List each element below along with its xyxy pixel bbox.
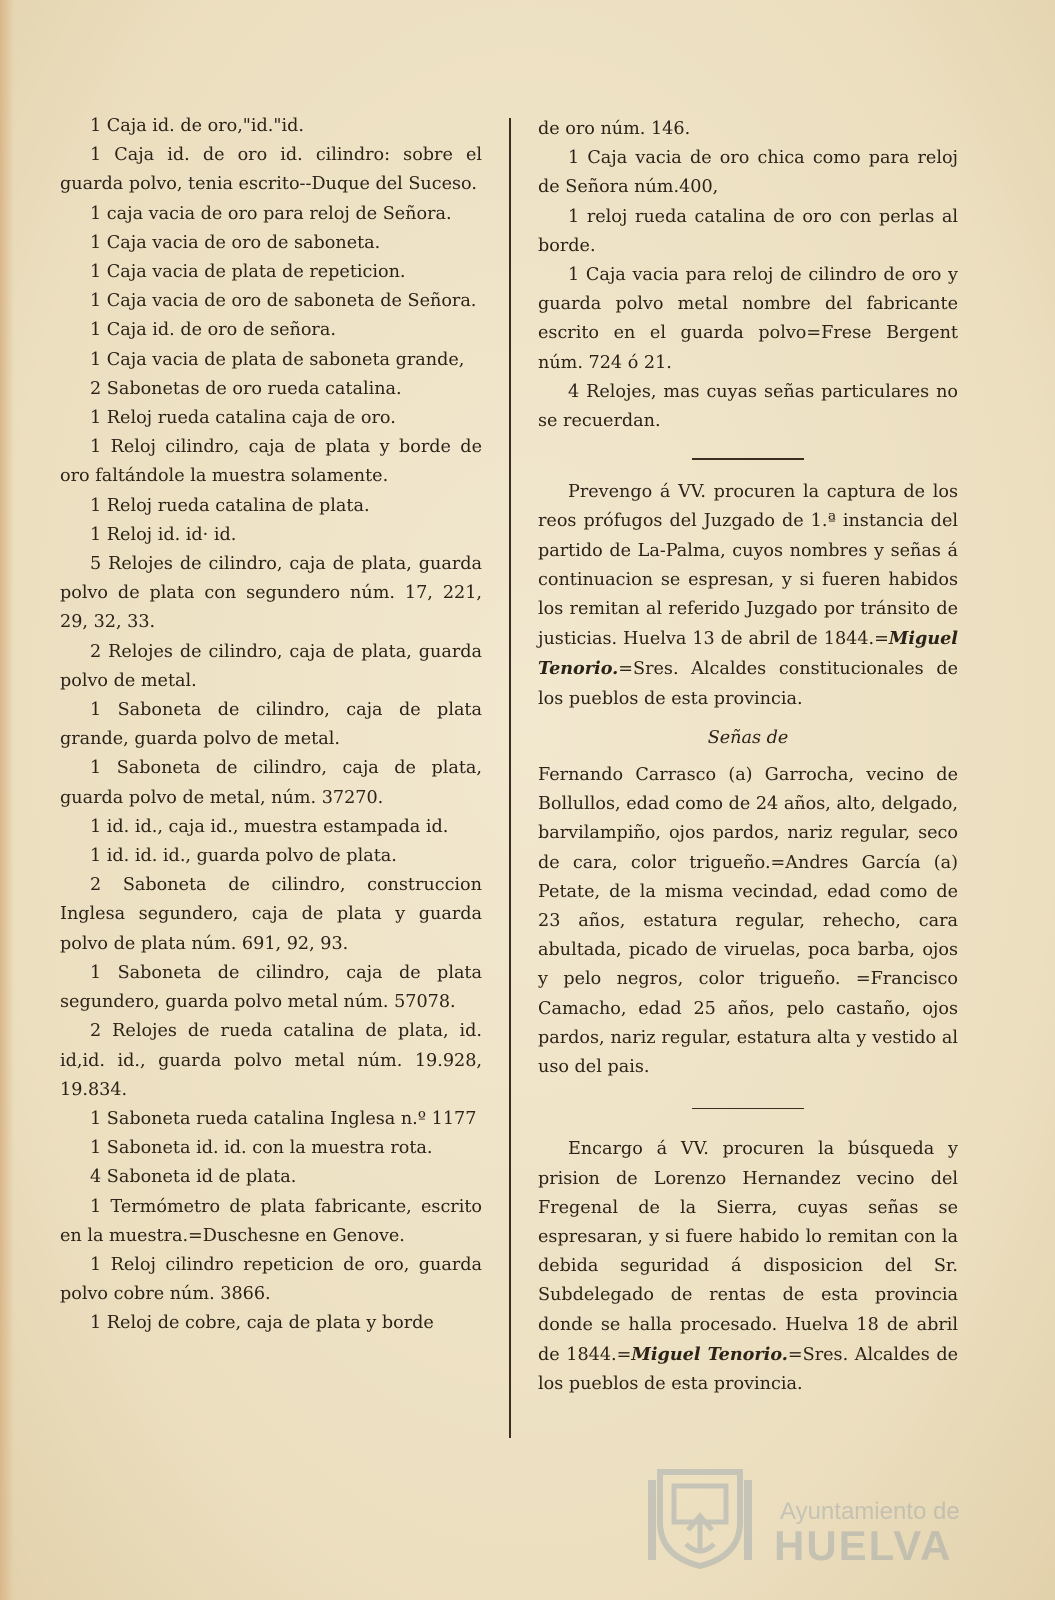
inventory-item: 2 Relojes de rueda catalina de plata, id. id,id. id., guarda polvo metal núm. 19.928, 19.834. xyxy=(60,1021,482,1100)
inventory-item: de oro núm. 146. xyxy=(538,119,691,139)
column-divider xyxy=(509,118,511,1438)
inventory-item: 1 Reloj cilindro repeticion de oro, guarda polvo cobre núm. 3866. xyxy=(60,1254,482,1305)
inventory-item: 1 Reloj rueda catalina caja de oro. xyxy=(90,408,396,429)
notice-search-text: Encargo á VV. procuren la búsqueda y prision de Lorenzo Hernandez vecino del Fregenal de la Sierra, cuyas señas se espresaran, y si fuere habido lo remitan con la debida seguridad á disposicion del Sr. Subdelegado de rentas de esta provincia donde se halla procesado. Huelva 18 de abril de 1844.= xyxy=(538,1139,958,1365)
inventory-item: 1 Termómetro de plata fabricante, escrito en la muestra.=Duschesne en Genove. xyxy=(60,1196,482,1246)
notice-capture-addressee: =Sres. Alcaldes constitucionales de los pueblos de esta provincia. xyxy=(538,659,958,709)
inventory-item: 4 Relojes, mas cuyas señas particulares no se recuerdan. xyxy=(538,381,958,432)
notice-capture-signature: Miguel Tenorio. xyxy=(538,628,958,680)
inventory-item: 2 Relojes de cilindro, caja de plata, guarda polvo de metal. xyxy=(60,641,482,691)
notice-search-addressee: =Sres. Alcaldes de los pueblos de esta provincia. xyxy=(538,1344,958,1394)
inventory-item: 1 Caja vacia de oro chica como para reloj de Señora núm.400, xyxy=(538,148,958,198)
inventory-item: 1 Saboneta de cilindro, caja de plata grande, guarda polvo de metal. xyxy=(60,700,482,750)
inventory-item: 1 Saboneta rueda catalina Inglesa n.º 1177 xyxy=(90,1108,477,1129)
notice-search-signature: Miguel Tenorio. xyxy=(631,1343,788,1365)
notice-search xyxy=(538,1135,958,1399)
inventory-item: 1 Saboneta de cilindro, caja de plata segundero, guarda polvo metal núm. 57078. xyxy=(60,962,482,1013)
inventory-item: 1 Caja id. de oro,"id."id. xyxy=(90,116,304,136)
senas-description: Fernando Carrasco (a) Garrocha, vecino de Bollullos, edad como de 24 años, alto, delgado, barvilampiño, ojos pardos, nariz regular, seco de cara, color trigueño.=Andres García (a) Petate, de la misma vecindad, edad como de 23 años, estatura regular, rehecho, cara abultada, picado de viruelas, poca barba, ojos y pelo negros, color trigueño. =Francisco Camacho, edad 25 años, pelo castaño, ojos pardos, nariz regular, estatura alta y vestido al uso del pais. xyxy=(538,765,958,1078)
archive-watermark xyxy=(640,1460,990,1570)
inventory-item: 1 Reloj cilindro, caja de plata y borde de oro faltándole la muestra solamente. xyxy=(60,437,482,487)
notice-capture-text: Prevengo á VV. procuren la captura de los reos prófugos del Juzgado de 1.ª instancia del partido de La-Palma, cuyos nombres y señas á continuacion se espresan, y si fueren habidos los remitan al referido Juzgado por tránsito de justicias. Huelva 13 de abril de 1844.= xyxy=(538,482,958,650)
section-rule-2 xyxy=(692,1108,804,1109)
inventory-item: 1 Saboneta de cilindro, caja de plata, guarda polvo de metal, núm. 37270. xyxy=(60,758,482,808)
inventory-item: 1 Caja id. de oro de señora. xyxy=(90,320,336,341)
inventory-item: 1 Caja vacia de plata de saboneta grande, xyxy=(90,349,465,370)
inventory-item: 1 Caja id. de oro id. cilindro: sobre el guarda polvo, tenia escrito--Duque del Suceso. xyxy=(60,145,482,195)
inventory-item: 1 Caja vacia para reloj de cilindro de oro y guarda polvo metal nombre del fabricante escrito en el guarda polvo=Frese Bergent núm. 724 ó 21. xyxy=(538,265,958,373)
senas-heading: Señas de xyxy=(707,727,789,748)
inventory-item: 1 id. id., caja id., muestra estampada id. xyxy=(90,816,449,837)
inventory-item: 1 Caja vacia de plata de repeticion. xyxy=(90,262,406,283)
right-column xyxy=(538,115,958,1399)
inventory-item: 2 Saboneta de cilindro, construccion Inglesa segundero, caja de plata y guarda polvo de plata núm. 691, 92, 93. xyxy=(60,875,482,954)
inventory-item: 5 Relojes de cilindro, caja de plata, guarda polvo de plata con segundero núm. 17, 221, 29, 32, 33. xyxy=(60,554,482,633)
inventory-item: 1 Caja vacia de oro de saboneta de Señora. xyxy=(90,291,477,312)
inventory-item: 1 Caja vacia de oro de saboneta. xyxy=(90,232,381,253)
left-column xyxy=(60,112,482,1339)
inventory-item: 1 Reloj id. id· id. xyxy=(90,524,237,545)
inventory-item: 2 Sabonetas de oro rueda catalina. xyxy=(90,378,402,399)
notice-capture xyxy=(538,478,958,714)
page-edge-stain xyxy=(0,0,14,1600)
inventory-item: 1 Saboneta id. id. con la muestra rota. xyxy=(90,1138,433,1159)
inventory-item: 1 Reloj rueda catalina de plata. xyxy=(90,495,370,516)
inventory-item: 1 id. id. id., guarda polvo de plata. xyxy=(90,846,397,867)
inventory-item: 1 Reloj de cobre, caja de plata y borde xyxy=(90,1313,434,1334)
watermark-line2: HUELVA xyxy=(774,1522,953,1569)
city-crest-icon xyxy=(640,1460,760,1570)
inventory-item: 4 Saboneta id de plata. xyxy=(90,1167,297,1188)
right-column-items xyxy=(538,115,958,436)
inventory-item: 1 reloj rueda catalina de oro con perlas al borde. xyxy=(538,206,958,256)
section-rule xyxy=(692,458,804,460)
watermark-line1: Ayuntamiento de xyxy=(780,1498,960,1525)
inventory-item: 1 caja vacia de oro para reloj de Señora. xyxy=(90,203,452,224)
